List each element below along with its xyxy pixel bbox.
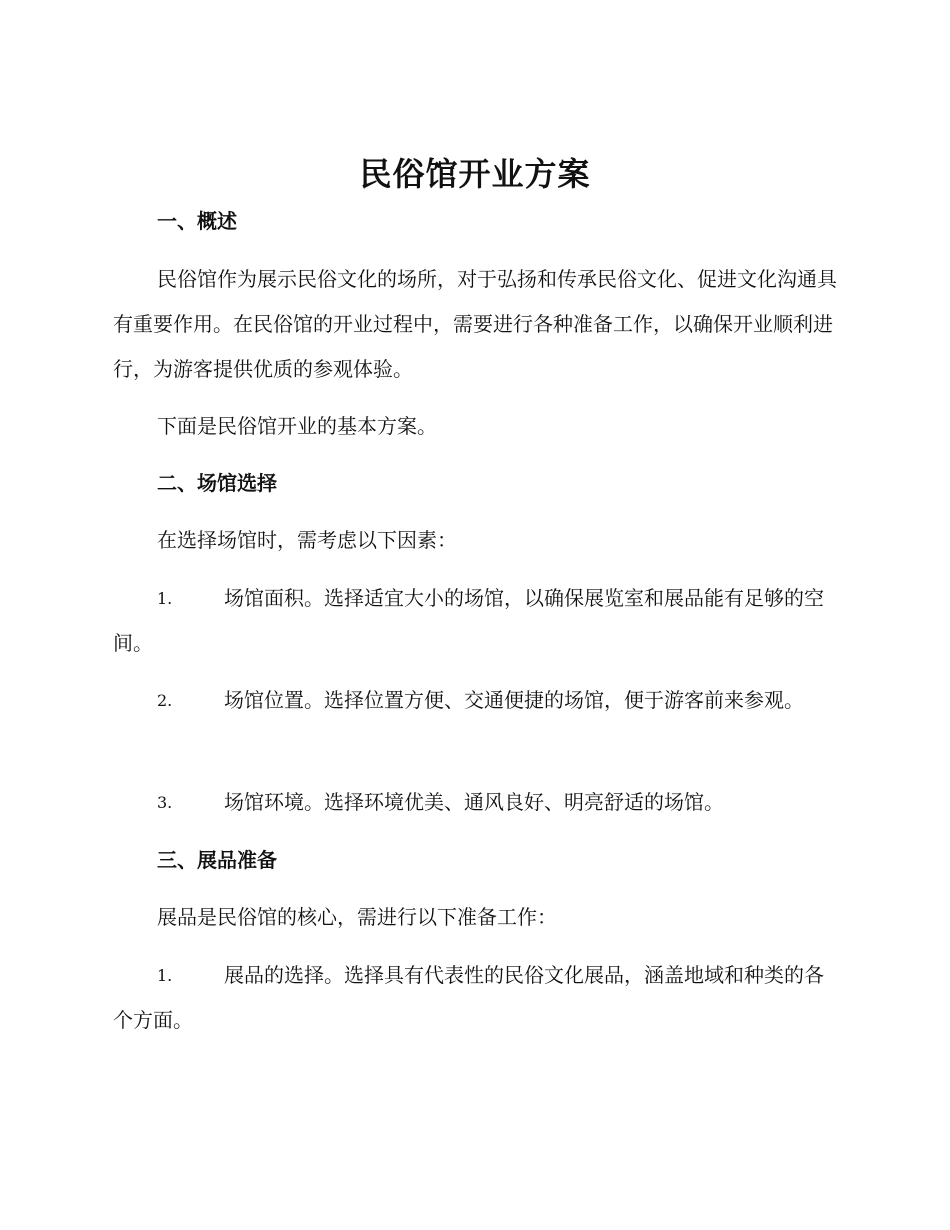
list-item-text: 展品的选择。选择具有代表性的民俗文化展品，涵盖地域和种类的各个方面。 bbox=[113, 963, 824, 1032]
list-item-venue-environment bbox=[113, 780, 843, 825]
section-heading-exhibit-preparation: 三、展品准备 bbox=[157, 848, 277, 872]
list-item-text: 场馆环境。选择环境优美、通风良好、明亮舒适的场馆。 bbox=[224, 790, 724, 814]
list-item-venue-area bbox=[113, 576, 843, 666]
list-number: 1. bbox=[157, 589, 173, 608]
paragraph-overview-basic-plan: 下面是民俗馆开业的基本方案。 bbox=[157, 414, 437, 438]
list-item-exhibit-selection bbox=[113, 953, 843, 1043]
paragraph-text: 民俗馆作为展示民俗文化的场所，对于弘扬和传承民俗文化、促进文化沟通具有重要作用。在民俗馆的开业过程中，需要进行各种准备工作，以确保开业顺利进行，为游客提供优质的参观体验。 bbox=[113, 267, 837, 381]
section-heading-overview: 一、概述 bbox=[157, 209, 237, 233]
list-item-text: 场馆面积。选择适宜大小的场馆，以确保展览室和展品能有足够的空间。 bbox=[113, 586, 824, 655]
paragraph-exhibit-intro: 展品是民俗馆的核心，需进行以下准备工作： bbox=[157, 905, 557, 929]
list-number: 1. bbox=[157, 966, 173, 985]
list-item-venue-location bbox=[113, 678, 843, 723]
section-heading-venue-selection: 二、场馆选择 bbox=[157, 471, 277, 495]
paragraph-overview-intro bbox=[113, 257, 843, 392]
list-number: 3. bbox=[157, 793, 173, 812]
list-number: 2. bbox=[157, 691, 173, 710]
list-item-text: 场馆位置。选择位置方便、交通便捷的场馆，便于游客前来参观。 bbox=[224, 688, 804, 712]
paragraph-venue-intro: 在选择场馆时，需考虑以下因素： bbox=[157, 528, 457, 552]
document-title: 民俗馆开业方案 bbox=[359, 155, 591, 193]
